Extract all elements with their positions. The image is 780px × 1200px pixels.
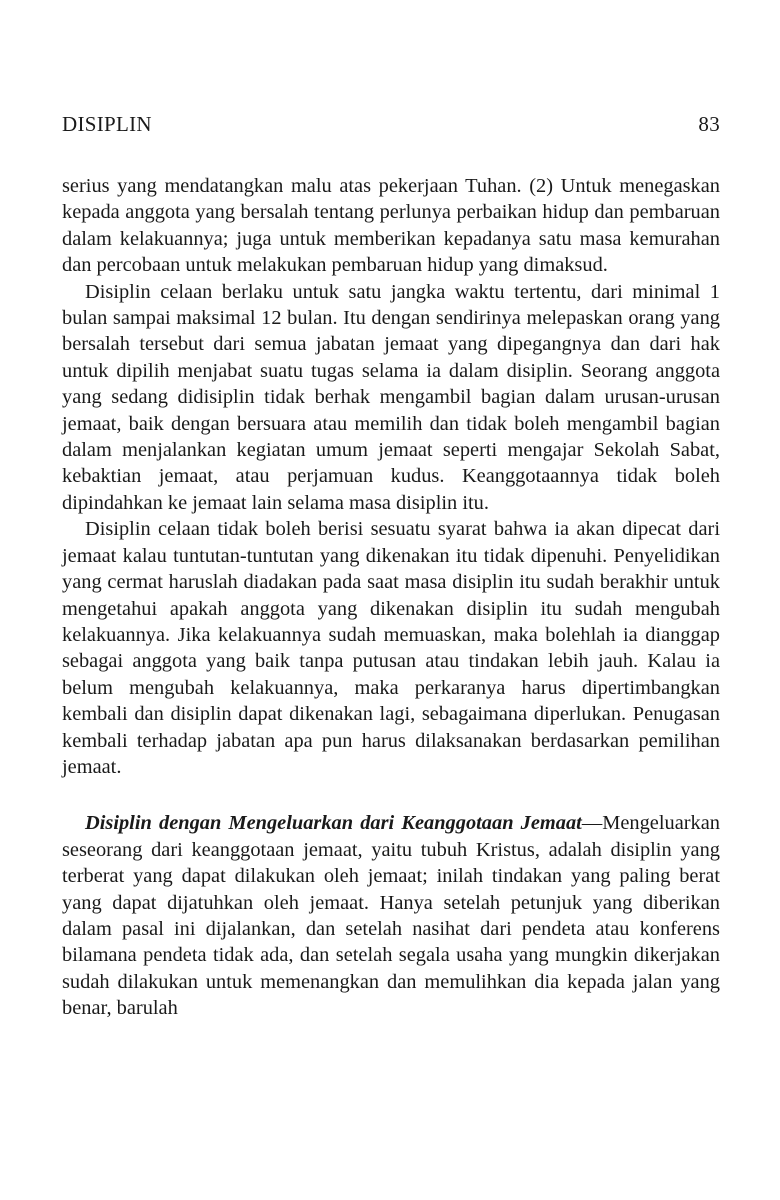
- body-text: [62, 173, 720, 1022]
- section-heading: Disiplin dengan Mengeluarkan dari Keanggotaan Jemaat: [85, 812, 582, 835]
- running-header: [62, 112, 720, 137]
- chapter-title: DISIPLIN: [62, 112, 152, 136]
- section-text: Mengeluarkan seseorang dari keanggotaan jemaat, yaitu tubuh Kristus, adalah disiplin yang terberat yang dapat dilakukan oleh jemaat; inilah tindakan yang paling berat yang dapat dijatuhkan oleh jemaat. Hanya setelah petunjuk yang diberikan dalam pasal ini dijalankan, dan setelah nasihat dari pendeta atau konferens bilamana pendeta tidak ada, dan setelah segala usaha yang mungkin dikerjakan sudah dilakukan untuk memenangkan dan memulihkan dia kepada jalan yang benar, barulah: [62, 812, 720, 1020]
- paragraph: Disiplin celaan berlaku untuk satu jangka waktu tertentu, dari minimal 1 bulan sampai maksimal 12 bulan. Itu dengan sendirinya melepaskan orang yang bersalah tersebut dari semua jabatan jemaat yang dipegangnya dan dari hak untuk dipilih menjabat suatu tugas selama ia dalam disiplin. Seorang anggota yang sedang didisiplin tidak berhak mengambil bagian dalam urusan-urusan jemaat, baik dengan bersuara atau memilih dan tidak boleh mengambil bagian dalam menjalankan kegiatan umum jemaat seperti mengajar Sekolah Sabat, kebaktian jemaat, atau perjamuan kudus. Keanggotaannya tidak boleh dipindahkan ke jemaat lain selama masa disiplin itu.: [62, 280, 720, 514]
- page-number: 83: [698, 112, 720, 136]
- paragraph: Disiplin celaan tidak boleh berisi sesuatu syarat bahwa ia akan dipecat dari jemaat kalau tuntutan-tuntutan yang dikenakan itu tidak dipenuhi. Penyelidikan yang cermat haruslah diadakan pada saat masa disiplin itu sudah berakhir untuk mengetahui apakah anggota yang dikenakan disiplin itu sudah mengubah kelakuannya. Jika kelakuannya sudah memuaskan, maka bolehlah ia dianggap sebagai anggota yang baik tanpa putusan atau tindakan lebih jauh. Kalau ia belum mengubah kelakuannya, maka perkaranya harus dipertimbangkan kembali dan disiplin dapat dikenakan lagi, sebagaimana diperlukan. Penugasan kembali terhadap jabatan apa pun harus dilaksanakan berdasarkan pemilihan jemaat.: [62, 518, 720, 778]
- paragraph-continued: serius yang mendatangkan malu atas pekerjaan Tuhan. (2) Untuk menegaskan kepada anggota yang bersalah tentang perlunya perbaikan hidup dan pembaruan dalam kelakuannya; juga untuk memberikan kepadanya satu masa kemurahan dan percobaan untuk melakukan pembaruan hidup yang dimaksud.: [62, 175, 720, 277]
- section-paragraph: [62, 810, 720, 1021]
- book-page: [62, 112, 720, 1022]
- em-dash: —: [581, 812, 603, 835]
